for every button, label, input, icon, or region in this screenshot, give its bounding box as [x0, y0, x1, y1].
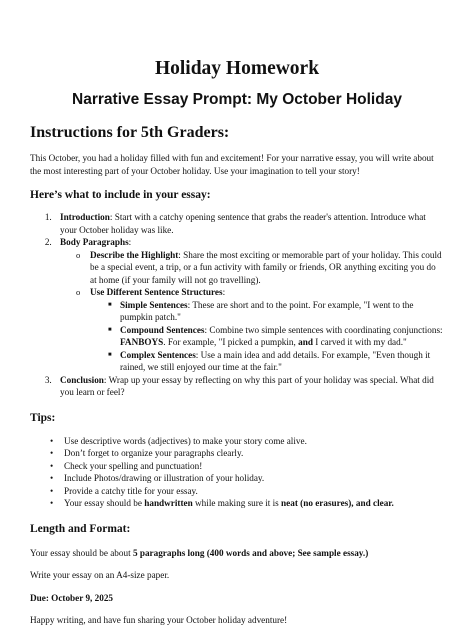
- list-item-body-paragraphs: [54, 236, 444, 374]
- conclusion-text: : Wrap up your essay by reflecting on why this part of your holiday was special. What did you learn or feel?: [60, 374, 434, 397]
- tip-item: [54, 497, 444, 510]
- length-text: Your essay should be about: [30, 547, 133, 558]
- introduction-text: : Start with a catchy opening sentence that grabs the reader's attention. Introduce what your October holiday was like.: [60, 212, 426, 235]
- compound-and: and: [298, 337, 313, 347]
- tip-item: • Don’t forget to organize your paragraphs clearly.: [54, 447, 444, 460]
- body-colon: :: [128, 237, 132, 247]
- compound-text-3: I carved it with my dad.": [312, 337, 407, 347]
- length-paragraph: [30, 547, 444, 560]
- tips-heading: Tips:: [30, 411, 56, 424]
- compound-text-2: . For example, "I picked a pumpkin,: [163, 337, 299, 347]
- intro-paragraph: This October, you had a holiday filled with fun and excitement! For your narrative essay, you will write about the most interesting part of your October holiday. Use your imagination to tell your story!: [30, 153, 434, 176]
- due-date: [30, 592, 444, 605]
- tip-text: Your essay should be: [64, 498, 145, 508]
- list-item-conclusion: [54, 374, 444, 399]
- compound-fanboys: FANBOYS: [120, 337, 164, 347]
- complex-label: Complex Sentences: [120, 349, 196, 360]
- tip-item: • Provide a catchy title for your essay.: [54, 485, 444, 498]
- structures-sublist: [90, 299, 444, 374]
- list-item-compound: [108, 324, 444, 349]
- length-heading: Length and Format:: [30, 522, 131, 535]
- closing-paragraph: Happy writing, and have fun sharing your October holiday adventure!: [30, 615, 288, 625]
- list-item-introduction: [54, 211, 444, 236]
- introduction-label: Introduction: [60, 212, 110, 222]
- essay-parts-list: [30, 211, 444, 399]
- due-date-text: Due: October 9, 2025: [30, 592, 114, 603]
- complex-text: : Use a main idea and add details. For example, "Even though it rained, we still enjoyed our time at the fair.": [120, 349, 431, 372]
- paper-paragraph: Write your essay on an A4-size paper.: [30, 570, 170, 580]
- highlight-text: : Share the most exciting or memorable part of your holiday. This could be a special event, a trip, or a fun activity with family or friends, OR anything exciting you do at home (if your family will not go travelling).: [90, 249, 442, 285]
- include-heading: Here’s what to include in your essay:: [30, 189, 211, 201]
- list-item-complex: [108, 349, 444, 374]
- structures-label: Use Different Sentence Structures: [90, 287, 223, 297]
- tips-list: [30, 435, 444, 510]
- body-sublist: [60, 249, 444, 374]
- tip-item: • Use descriptive words (adjectives) to make your story come alive.: [54, 435, 444, 448]
- tip-handwritten: handwritten: [144, 498, 193, 508]
- structures-colon: :: [222, 287, 226, 297]
- simple-label: Simple Sentences: [120, 299, 188, 310]
- tip-text: while making sure it is: [192, 498, 282, 508]
- instructions-heading: Instructions for 5th Graders:: [30, 124, 230, 141]
- tip-item: • Check your spelling and punctuation!: [54, 460, 444, 473]
- tip-item: • Include Photos/drawing or illustration of your holiday.: [54, 472, 444, 485]
- compound-text-1: : Combine two simple sentences with coordinating conjunctions:: [204, 324, 443, 335]
- compound-label: Compound Sentences: [120, 324, 205, 335]
- list-item-structures: [76, 286, 444, 374]
- document-subtitle: Narrative Essay Prompt: My October Holiday: [72, 91, 402, 108]
- length-requirement: 5 paragraphs long (400 words and above; See sample essay.): [132, 547, 369, 558]
- document-title: Holiday Homework: [154, 58, 320, 79]
- highlight-label: Describe the Highlight: [90, 249, 179, 260]
- tip-neat: neat (no erasures), and clear.: [281, 498, 394, 508]
- simple-text: : These are short and to the point. For example, "I went to the pumpkin patch.": [120, 299, 414, 322]
- list-item-simple: [108, 299, 444, 324]
- conclusion-label: Conclusion: [60, 374, 104, 385]
- list-item-highlight: [76, 249, 444, 287]
- body-paragraphs-label: Body Paragraphs: [60, 237, 129, 247]
